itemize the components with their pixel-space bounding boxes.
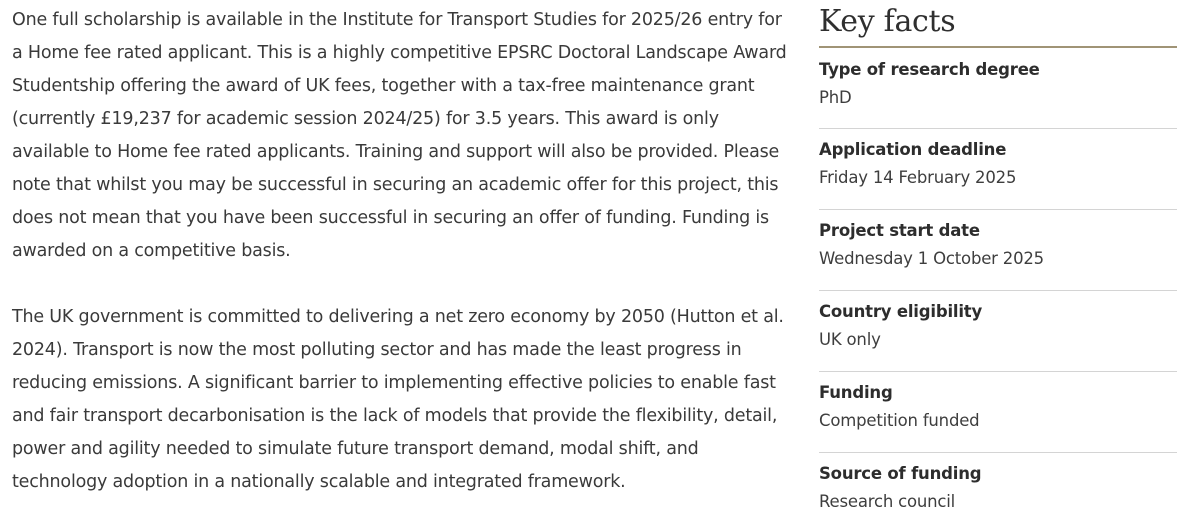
fact-value: Research council	[819, 492, 956, 511]
fact-project-start-date	[819, 210, 1177, 291]
fact-application-deadline	[819, 129, 1177, 210]
main-content	[12, 4, 797, 520]
fact-label: Funding	[819, 383, 893, 402]
fact-label: Project start date	[819, 221, 980, 240]
fact-source-of-funding	[819, 453, 1177, 520]
background-paragraph: The UK government is committed to delivering a net zero economy by 2050 (Hutton et al. 2024). Transport is now the most polluting sector and has made the least progress in reducing emissions. A significant barrier to implementing effective policies to enable fast and fair transport decarbonisation is the lack of models that provide the flexibility, detail, power and agility needed to simulate future transport demand, modal shift, and technology adoption in a nationally scalable and integrated framework.	[12, 307, 784, 492]
key-facts-sidebar	[819, 0, 1177, 520]
fact-value: PhD	[819, 88, 852, 107]
fact-label: Application deadline	[819, 140, 1007, 159]
fact-label: Type of research degree	[819, 60, 1040, 79]
scholarship-paragraph: One full scholarship is available in the Institute for Transport Studies for 2025/26 entry for a Home fee rated applicant. This is a highly competitive EPSRC Doctoral Landscape Award Studentship offering the award of UK fees, together with a tax-free maintenance grant (currently £19,237 for academic session 2024/25) for 3.5 years. This award is only available to Home fee rated applicants. Training and support will also be provided. Please note that whilst you may be successful in securing an academic offer for this project, this does not mean that you have been successful in securing an offer of funding. Funding is awarded on a competitive basis.	[12, 10, 787, 261]
fact-value: Friday 14 February 2025	[819, 168, 1017, 187]
fact-label: Source of funding	[819, 464, 982, 483]
fact-country-eligibility	[819, 291, 1177, 372]
fact-value: Competition funded	[819, 411, 980, 430]
fact-label: Country eligibility	[819, 302, 983, 321]
fact-value: Wednesday 1 October 2025	[819, 249, 1044, 268]
fact-value: UK only	[819, 330, 881, 349]
key-facts-heading: Key facts	[819, 0, 1177, 48]
fact-funding	[819, 372, 1177, 453]
fact-type-of-research-degree	[819, 48, 1177, 129]
